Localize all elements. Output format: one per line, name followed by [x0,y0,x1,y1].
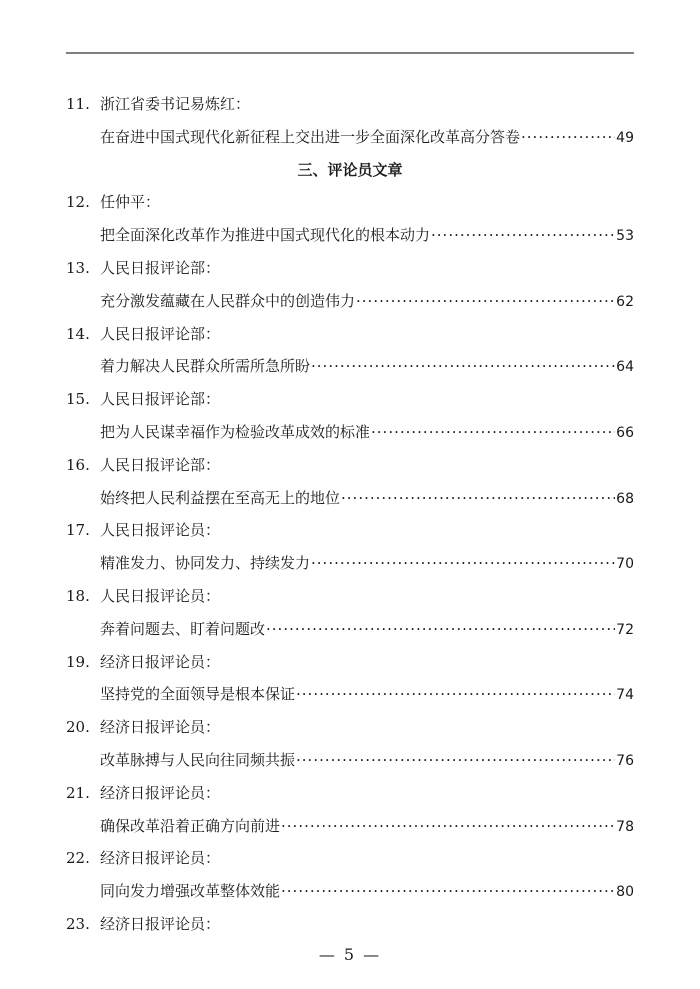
toc-dot-leader [281,875,615,908]
toc-dot-leader [341,482,615,515]
toc-entry-title: 把全面深化改革作为推进中国式现代化的根本动力 [100,226,431,245]
toc-entry-page: 70 [616,556,634,573]
toc-item-number: 18. [66,586,90,605]
toc-item-number: 19. [66,652,90,671]
toc-dot-leader [296,678,615,711]
toc-entry-line [0,350,700,383]
toc-entry[interactable] [100,613,634,647]
toc-entry-title: 把为人民谋幸福作为检验改革成效的标准 [100,422,371,441]
toc-entry[interactable] [100,810,634,844]
toc-entry[interactable] [100,547,634,581]
toc-author-line [0,383,700,416]
toc-entry-title: 同向发力增强改革整体效能 [100,882,281,901]
toc-entry-page: 78 [616,818,634,835]
toc-author-name: 人民日报评论部： [100,258,221,277]
toc-item-number: 21. [66,783,90,802]
toc-entry-title: 精准发力、协同发力、持续发力 [100,554,311,573]
toc-author-line [0,908,700,941]
toc-item-number: 15. [66,390,90,409]
toc-entry-page: 74 [616,687,634,704]
toc-item-number: 22. [66,849,90,868]
toc-entry-title: 始终把人民利益摆在至高无上的地位 [100,488,341,507]
toc-entry-page: 49 [616,129,634,146]
toc-author-name: 人民日报评论部： [100,324,221,343]
toc-author-name: 经济日报评论员： [100,849,221,868]
page-number: — 5 — [318,945,382,964]
toc-item-number: 23. [66,914,90,933]
toc-entry-page: 53 [616,228,634,245]
toc-entry[interactable] [100,350,634,384]
header-rule [66,52,634,54]
toc-entry[interactable] [100,744,634,778]
toc-item-number: 11. [66,95,90,113]
toc-entry-line [0,547,700,580]
toc-author-line [0,514,700,547]
toc-entry-line [0,678,700,711]
toc-item-number: 13. [66,258,90,277]
toc-entry-line [0,121,700,154]
toc-author-name: 人民日报评论部： [100,455,221,474]
toc-author-line [0,842,700,875]
toc-dot-leader [371,416,615,449]
toc-author-line [0,318,700,351]
toc-item-number: 20. [66,718,90,737]
toc-entry-page: 62 [616,293,634,310]
toc-author-name: 经济日报评论员： [100,652,221,671]
toc-entry-title: 着力解决人民群众所需所急所盼 [100,357,311,376]
toc-dot-leader [296,744,615,777]
toc-entry-page: 76 [616,752,634,769]
toc-entry-page: 72 [616,621,634,638]
toc-entry[interactable] [100,219,634,253]
toc-author-line [0,449,700,482]
toc-section-heading: 三、评论员文章 [297,160,403,179]
toc-entry-page: 66 [616,424,634,441]
toc-entry[interactable] [100,121,634,155]
toc-dot-leader [431,219,615,252]
toc-dot-leader [266,613,615,646]
toc-entry-title: 充分激发蕴藏在人民群众中的创造伟力 [100,291,356,310]
toc-item-number: 17. [66,521,90,540]
toc-author-name: 浙江省委书记易炼红： [100,95,251,113]
toc-author-name: 经济日报评论员： [100,914,221,933]
toc-author-line [0,777,700,810]
toc-entry-line [0,744,700,777]
toc-entry-line [0,285,700,318]
toc-author-line [0,711,700,744]
toc-author-line [0,88,700,121]
toc-dot-leader [311,547,615,580]
toc-dot-leader [281,810,615,843]
toc-author-line [0,252,700,285]
toc-entry-title: 坚持党的全面领导是根本保证 [100,685,296,704]
toc-author-line [0,580,700,613]
toc-item-number: 14. [66,324,90,343]
toc-dot-leader [521,121,615,154]
toc-entry[interactable] [100,678,634,712]
toc-entry-title: 改革脉搏与人民向往同频共振 [100,750,296,769]
toc-entry-line [0,613,700,646]
toc-entry-line [0,810,700,843]
toc-author-line [0,646,700,679]
toc-entry-line [0,875,700,908]
toc-entry[interactable] [100,875,634,909]
toc-author-name: 人民日报评论部： [100,390,221,409]
toc-dot-leader [311,350,615,383]
toc-entry-line [0,482,700,515]
toc-author-name: 经济日报评论员： [100,783,221,802]
toc-entry-line [0,219,700,252]
toc-author-name: 任仲平： [100,193,161,212]
toc-entry-line [0,416,700,449]
table-of-contents [0,88,700,941]
toc-entry-title: 奔着问题去、盯着问题改 [100,619,266,638]
toc-entry-page: 64 [616,359,634,376]
toc-item-number: 16. [66,455,90,474]
toc-author-name: 经济日报评论员： [100,718,221,737]
toc-dot-leader [356,285,615,318]
toc-item-number: 12. [66,193,90,212]
toc-author-name: 人民日报评论员： [100,521,221,540]
toc-entry-title: 确保改革沿着正确方向前进 [100,816,281,835]
toc-entry-page: 68 [616,490,634,507]
toc-entry[interactable] [100,482,634,516]
toc-entry[interactable] [100,285,634,319]
toc-entry-title: 在奋进中国式现代化新征程上交出进一步全面深化改革高分答卷 [100,127,521,146]
toc-author-line [0,186,700,219]
toc-entry[interactable] [100,416,634,450]
toc-entry-page: 80 [616,884,634,901]
toc-author-name: 人民日报评论员： [100,586,221,605]
